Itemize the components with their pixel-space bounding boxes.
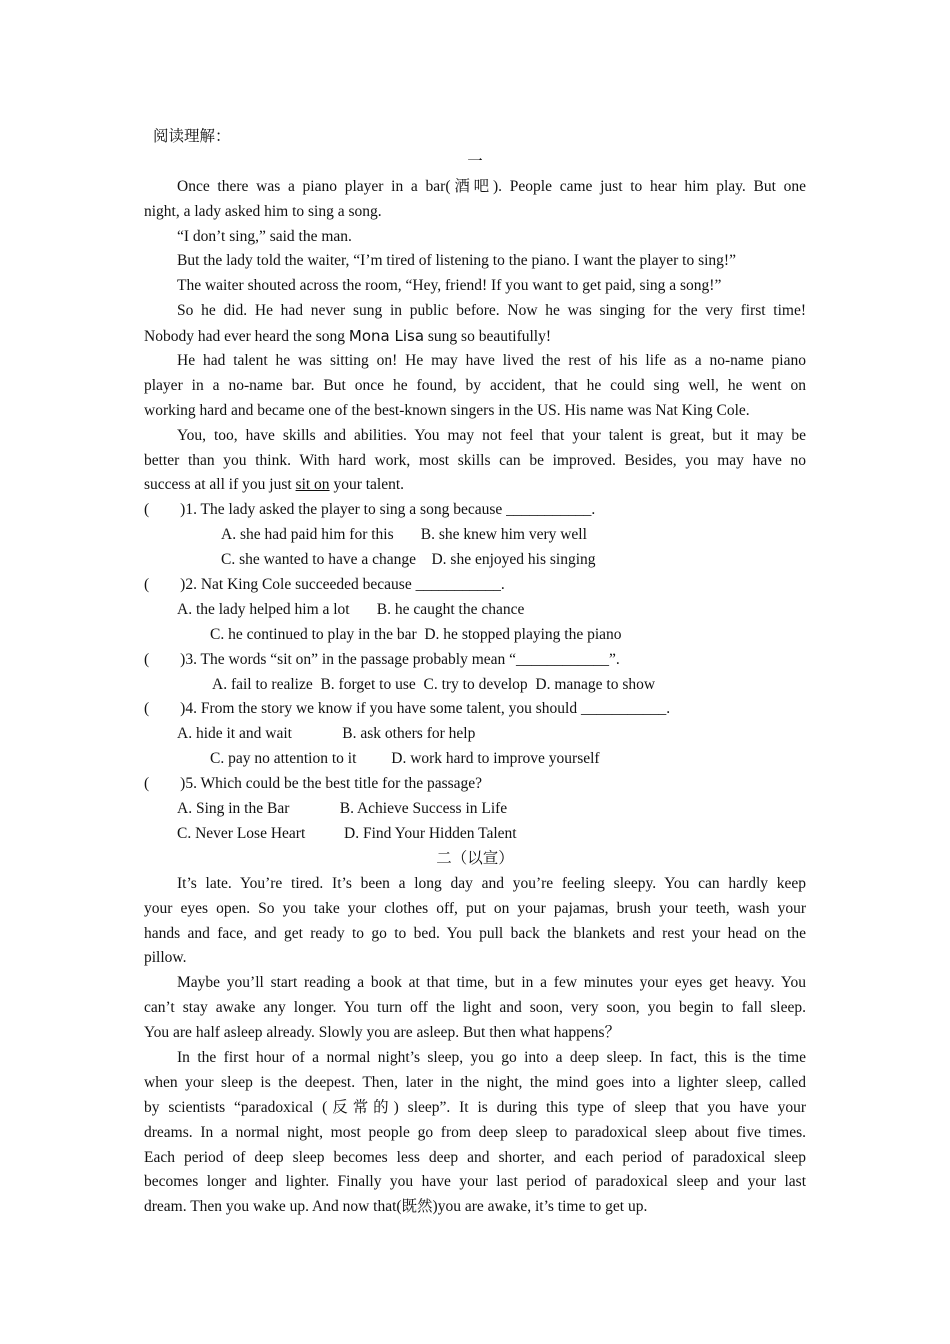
question-5: ( )5. Which could be the best title for the passage? [144, 775, 483, 793]
question-4-options-ab: A. hide it and wait B. ask others for help [177, 725, 476, 743]
passage-line: pillow. [144, 949, 187, 967]
passage-line: In the first hour of a normal night’s sleep, you go into a deep sleep. In fact, this is the time [177, 1048, 806, 1066]
passage-line: becomes longer and lighter. Finally you have your last period of paradoxical sleep and your last [144, 1173, 806, 1191]
passage-text: Nobody had ever heard the song [144, 328, 349, 346]
passage-text: success at all if you just [144, 476, 296, 494]
song-title: Mona Lisa [348, 327, 425, 346]
question-1: ( )1. The lady asked the player to sing a song because ___________. [144, 501, 596, 519]
passage-line: player in a no-name bar. But once he found, by accident, that he could sing well, he went on [144, 376, 806, 394]
question-5-options-ab: A. Sing in the Bar B. Achieve Success in Life [177, 800, 508, 818]
passage-line: Each period of deep sleep becomes less deep and shorter, and each period of paradoxical sleep [144, 1148, 806, 1166]
passage-line: by scientists “paradoxical (反常的) sleep”. It is during this type of sleep that you have your [144, 1098, 806, 1116]
question-5-options-cd: C. Never Lose Heart D. Find Your Hidden Talent [177, 824, 517, 842]
section-title: 阅读理解： [153, 128, 231, 145]
passage-line: It’s late. You’re tired. It’s been a long day and you’re feeling sleepy. You can hardly keep [177, 874, 806, 892]
passage-line: night, a lady asked him to sing a song. [144, 202, 382, 220]
passage-line: better than you think. With hard work, most skills can be improved. Besides, you may have no [144, 451, 806, 469]
passage-line: can’t stay awake any longer. You turn off the light and soon, very soon, you begin to fall sleep. [144, 999, 806, 1017]
passage-two-label: 二（以宣） [436, 849, 514, 867]
document-page [144, 125, 806, 1220]
question-3-options: A. fail to realize B. forget to use C. try to develop D. manage to show [212, 675, 656, 693]
passage-line: He had talent he was sitting on! He may have lived the rest of his life as a no-name piano [177, 352, 806, 370]
question-2: ( )2. Nat King Cole succeeded because ___________. [144, 576, 505, 594]
passage-text: sung so beautifully! [424, 328, 552, 346]
question-2-options-cd: C. he continued to play in the bar D. he stopped playing the piano [210, 625, 622, 643]
passage-line [144, 324, 806, 349]
passage-line: Once there was a piano player in a bar(酒吧). People came just to hear him play. But one [177, 177, 806, 195]
passage-line [144, 473, 806, 498]
passage-one-label: 一 [467, 152, 483, 170]
passage-line: The waiter shouted across the room, “Hey, friend! If you want to get paid, sing a song!” [177, 277, 722, 295]
passage-line: But the lady told the waiter, “I’m tired of listening to the piano. I want the player to sing!” [177, 252, 736, 270]
passage-line: dreams. In a normal night, most people go from deep sleep to paradoxical sleep about five times. [144, 1123, 806, 1141]
passage-text: your talent. [329, 476, 405, 494]
passage-line: Maybe you’ll start reading a book at that time, but in a few minutes your eyes get heavy. You [177, 974, 806, 992]
question-3: ( )3. The words “sit on” in the passage probably mean “____________”. [144, 650, 620, 668]
passage-line: working hard and became one of the best-known singers in the US. His name was Nat King Cole. [144, 401, 750, 419]
question-4: ( )4. From the story we know if you have some talent, you should ___________. [144, 700, 671, 718]
passage-line: your eyes open. So you take your clothes off, put on your pajamas, brush your teeth, wash your [144, 899, 806, 917]
passage-line: You are half asleep already. Slowly you are asleep. But then what happens？ [144, 1024, 621, 1042]
question-1-options-cd: C. she wanted to have a change D. she enjoyed his singing [221, 551, 596, 569]
passage-line: So he did. He had never sung in public before. Now he was singing for the very first time! [177, 302, 806, 320]
passage-line: hands and face, and get ready to go to bed. You pull back the blankets and rest your head on the [144, 924, 806, 942]
question-2-options-ab: A. the lady helped him a lot B. he caught the chance [177, 600, 525, 618]
passage-line: You, too, have skills and abilities. You may not feel that your talent is great, but it may be [177, 426, 806, 444]
passage-line: “I don’t sing,” said the man. [177, 227, 352, 245]
question-1-options-ab: A. she had paid him for this B. she knew him very well [221, 526, 587, 544]
passage-line: when your sleep is the deepest. Then, later in the night, the mind goes into a lighter sleep, called [144, 1073, 806, 1091]
question-4-options-cd: C. pay no attention to it D. work hard to improve yourself [210, 750, 600, 768]
passage-line: dream. Then you wake up. And now that(既然)you are awake, it’s time to get up. [144, 1198, 648, 1216]
underlined-phrase: sit on [295, 476, 330, 494]
